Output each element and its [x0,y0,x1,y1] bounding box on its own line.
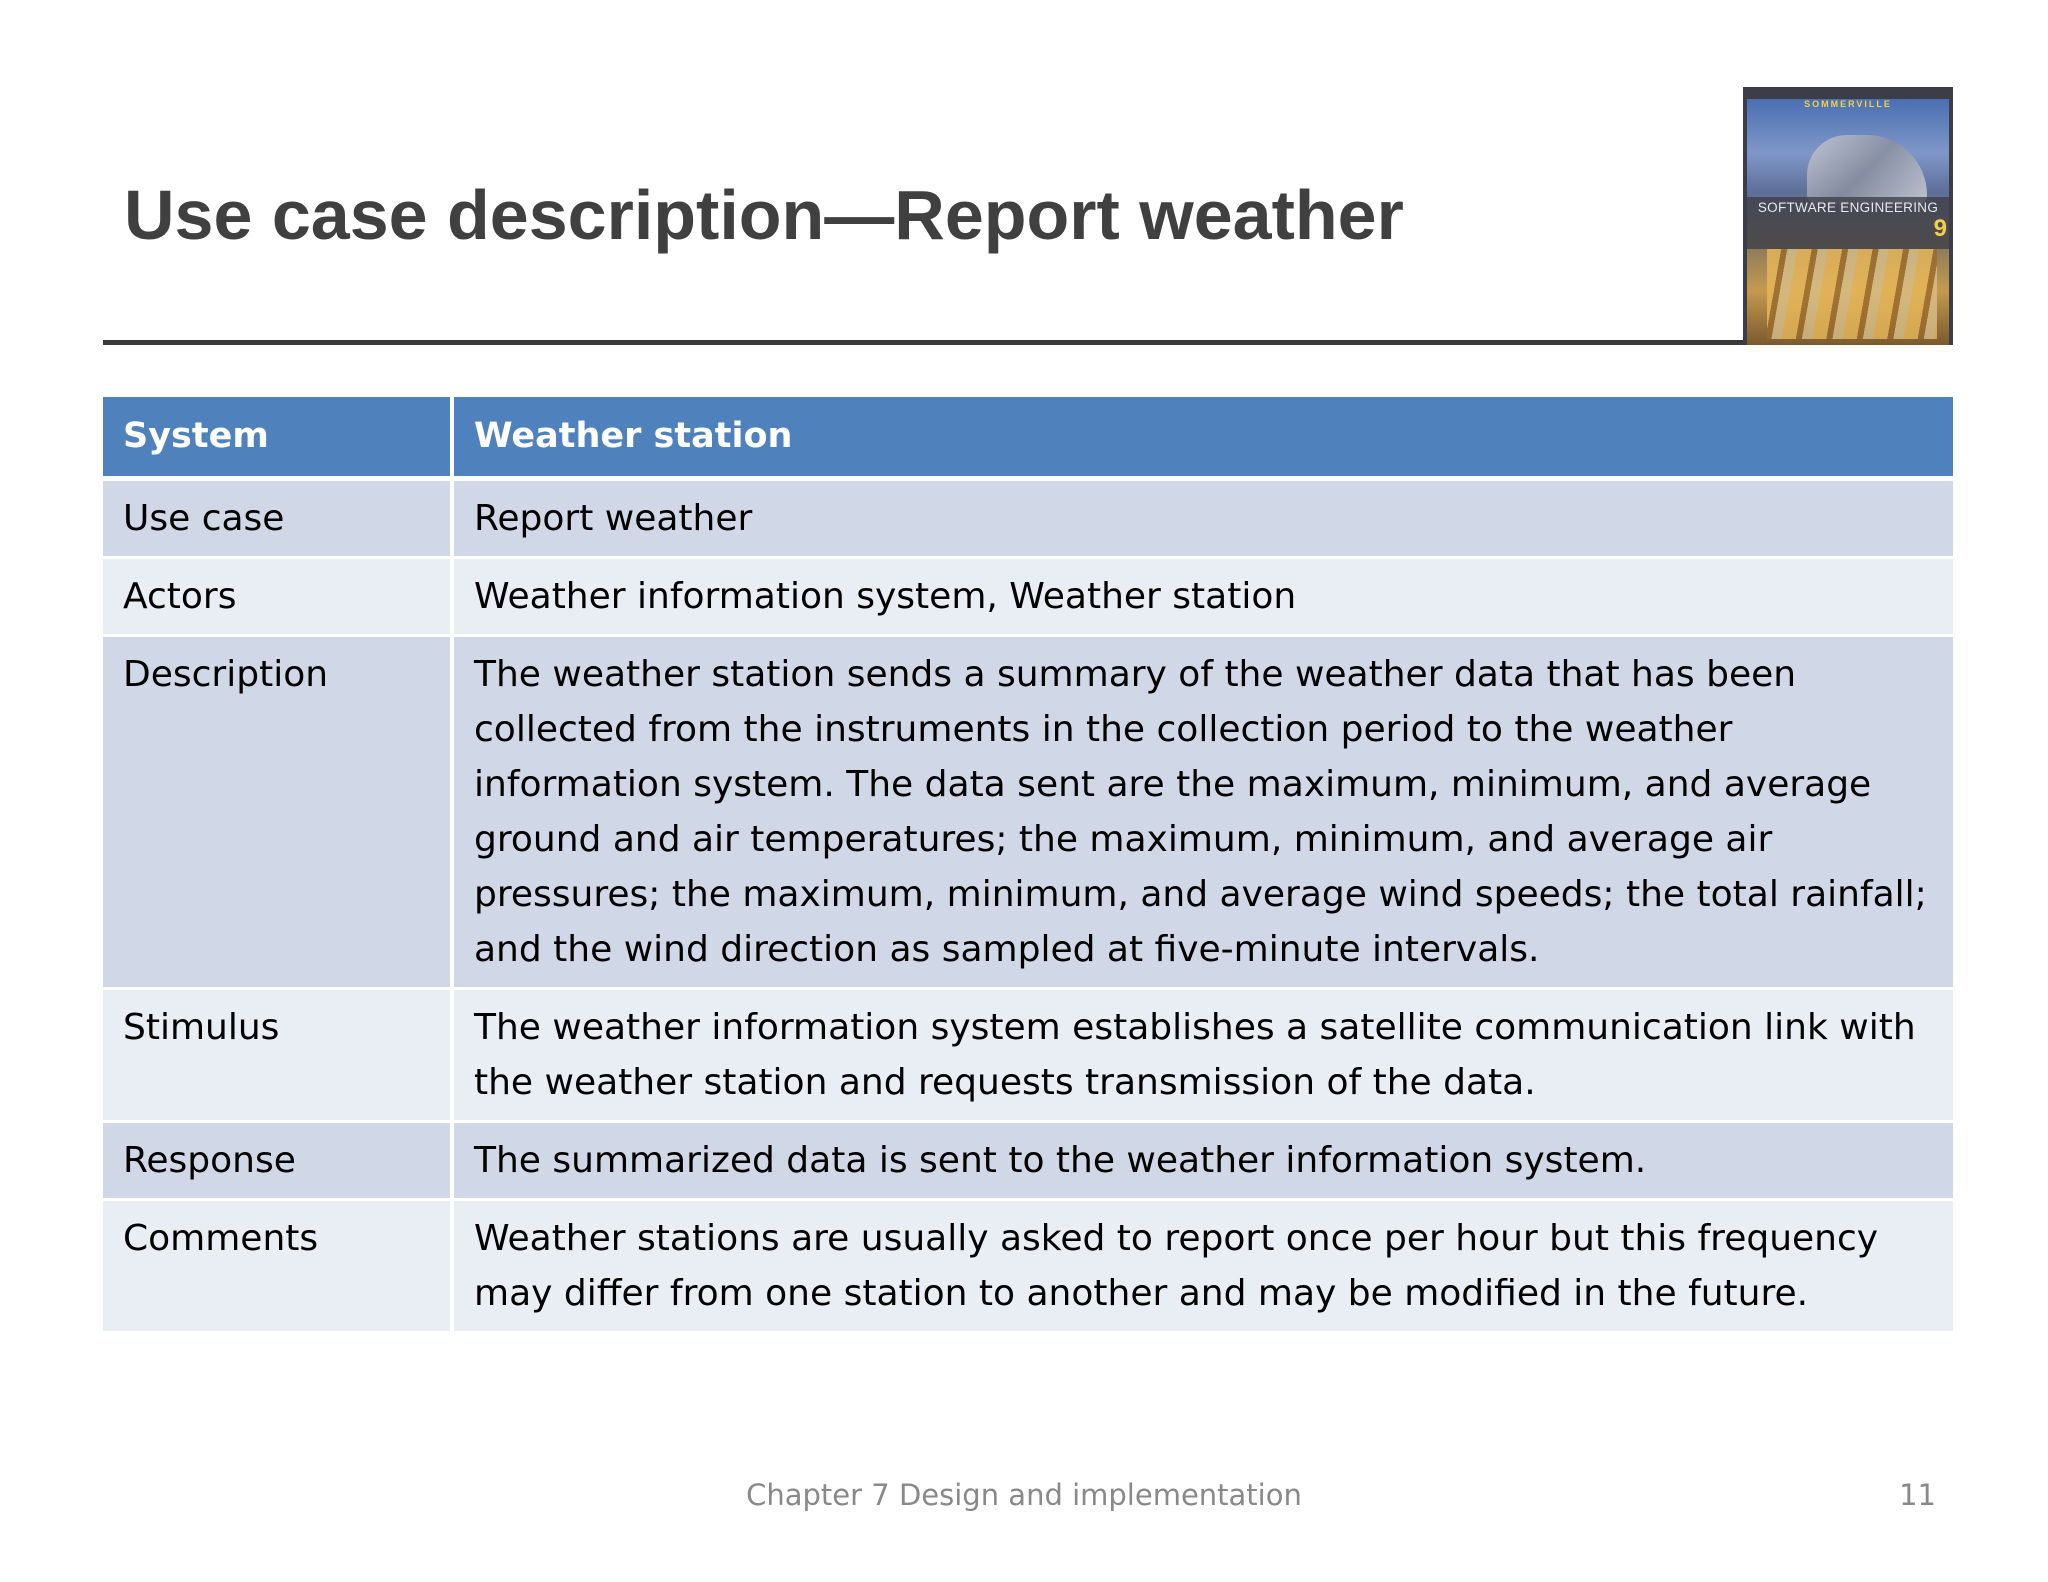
table-row-response [103,1122,1953,1200]
header-label-cell: System [103,397,452,479]
row-label: Stimulus [103,989,452,1122]
table-row-actors [103,558,1953,636]
cover-author: SOMMERVILLE [1804,99,1892,109]
table-row-comments [103,1200,1953,1333]
row-value: Weather information system, Weather station [452,558,1953,636]
row-label: Actors [103,558,452,636]
table-row-description [103,636,1953,989]
row-label: Description [103,636,452,989]
cover-edition: 9 [1933,215,1947,242]
slide-title: Use case description—Report weather [124,176,1404,254]
row-label: Comments [103,1200,452,1333]
cover-title: SOFTWARE ENGINEERING [1757,200,1939,215]
header-value-cell: Weather station [452,397,1953,479]
row-label: Use case [103,479,452,558]
slide-footer: Chapter 7 Design and implementation [746,1478,1302,1512]
row-value: Report weather [452,479,1953,558]
title-divider [103,340,1748,345]
row-label: Response [103,1122,452,1200]
row-value: The weather station sends a summary of the weather data that has been collected from the instruments in the collection period to the weather information system. The data sent are the maximum, minimum, and average ground and air temperatures; the maximum, minimum, and average air pressures; the maximum, minimum, and average wind speeds; the total rainfall; and the wind direction as sampled at five-minute intervals. [452,636,1953,989]
book-cover-image [1743,87,1953,345]
row-value: Weather stations are usually asked to report once per hour but this frequency may differ from one station to another and may be modified in the future. [452,1200,1953,1333]
table-header-row [103,397,1953,479]
row-value: The weather information system establishes a satellite communication link with the weather station and requests transmission of the data. [452,989,1953,1122]
table-row-stimulus [103,989,1953,1122]
row-value: The summarized data is sent to the weather information system. [452,1122,1953,1200]
use-case-table [103,397,1953,1334]
slide-number: 11 [1899,1478,1936,1512]
table-row-use-case [103,479,1953,558]
